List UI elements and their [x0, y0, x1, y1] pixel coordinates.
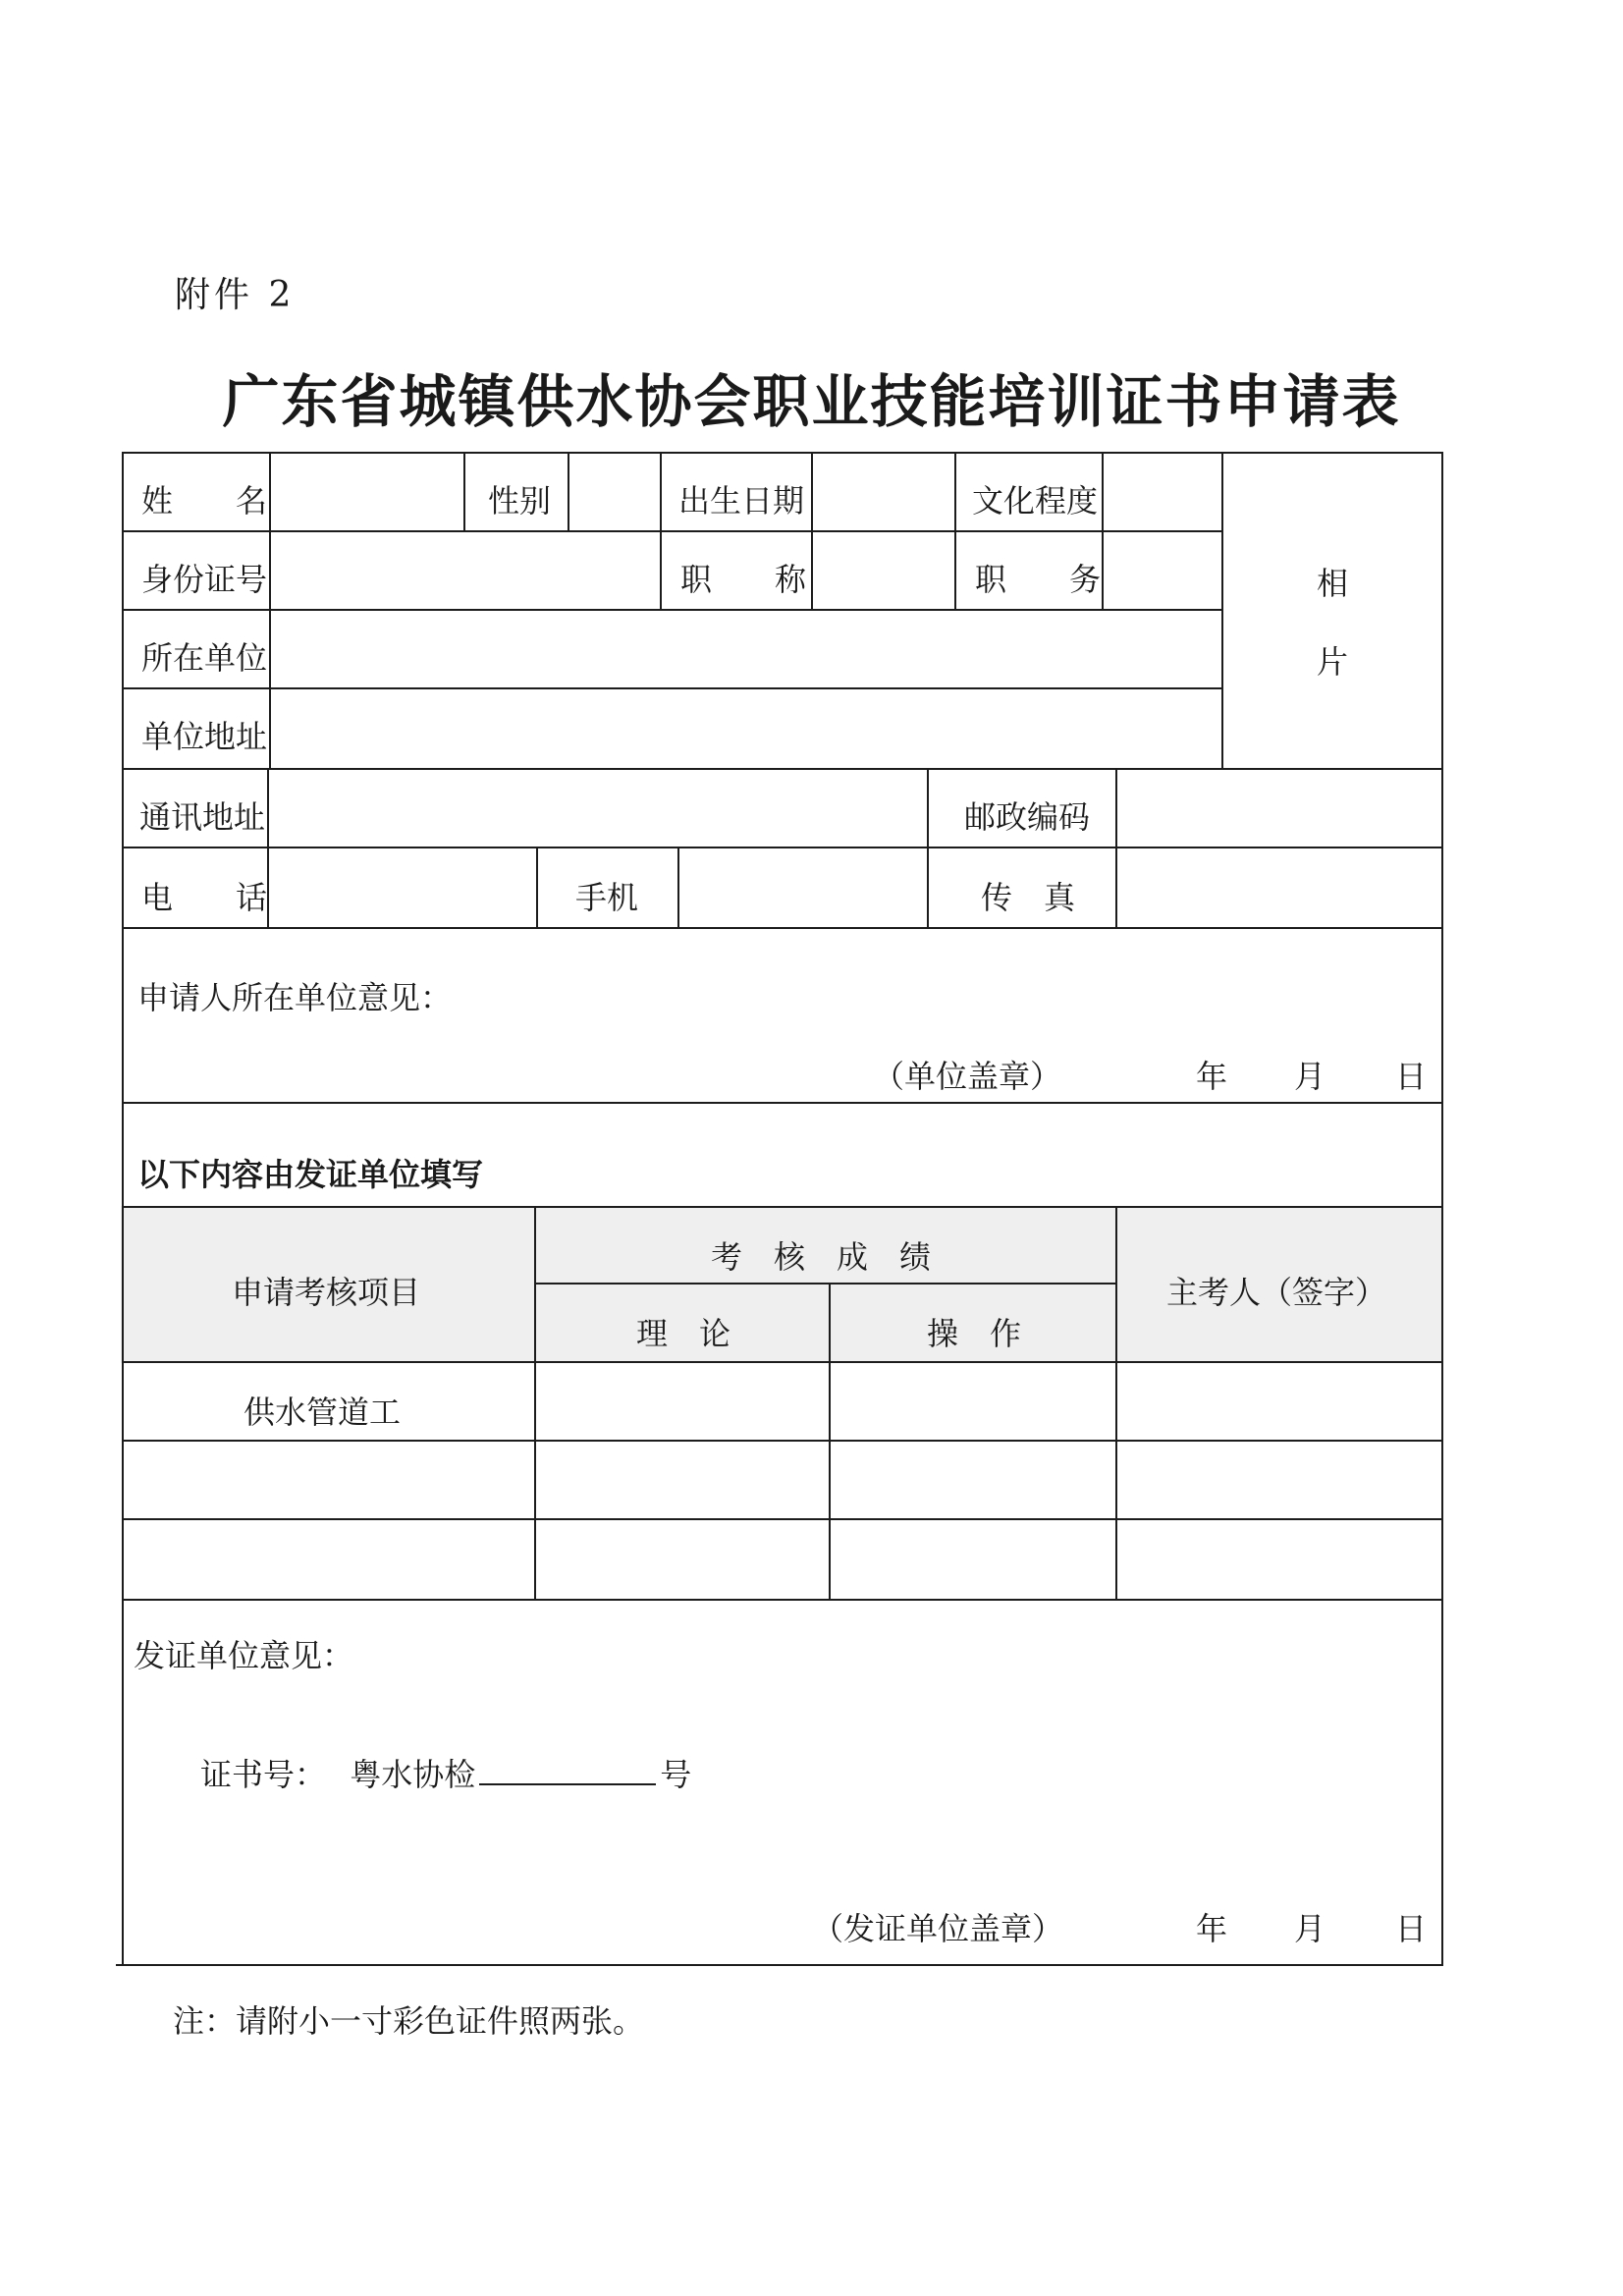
examiner-signature-cell[interactable]	[1117, 1520, 1441, 1599]
issuer-section-heading: 以下内容由发证单位填写	[137, 1156, 484, 1193]
org-address-label: 单位地址	[141, 718, 268, 755]
photo-label-bottom: 片	[1317, 643, 1349, 681]
organization-field[interactable]	[271, 611, 1221, 687]
education-label: 文化程度	[972, 482, 1099, 519]
job-title-label: 职 称	[680, 561, 807, 598]
job-title-field[interactable]	[813, 532, 954, 609]
examiner-signature-cell[interactable]	[1117, 1442, 1441, 1518]
certificate-prefix: 粤水协检	[350, 1756, 476, 1793]
issuer-seal-label: （发证单位盖章）	[812, 1910, 1064, 1947]
postcode-label: 邮政编码	[964, 798, 1091, 836]
organization-label: 所在单位	[141, 639, 268, 677]
birth-date-field[interactable]	[813, 454, 954, 530]
practice-score-header: 操 作	[927, 1315, 1022, 1352]
name-label: 姓 名	[141, 482, 268, 519]
mobile-label: 手机	[575, 879, 639, 916]
theory-score-cell[interactable]	[536, 1363, 829, 1440]
position-label: 职 务	[975, 561, 1102, 598]
exam-item-cell[interactable]	[124, 1442, 534, 1518]
exam-item-cell[interactable]	[124, 1520, 534, 1599]
exam-score-header: 考 核 成 绩	[711, 1238, 932, 1276]
certificate-number-label: 证书号：	[200, 1756, 327, 1793]
issuer-month-label: 月	[1294, 1910, 1326, 1947]
footer-note: 注：请附小一寸彩色证件照两张。	[173, 2002, 645, 2040]
gender-field[interactable]	[569, 454, 660, 530]
org-opinion-field[interactable]	[124, 929, 1441, 1102]
org-opinion-label: 申请人所在单位意见：	[137, 979, 453, 1016]
form-title: 广东省城镇供水协会职业技能培训证书申请表	[222, 368, 1401, 435]
name-field[interactable]	[271, 454, 463, 530]
mail-address-label: 通讯地址	[139, 798, 266, 836]
practice-score-cell[interactable]	[831, 1442, 1115, 1518]
education-field[interactable]	[1104, 454, 1221, 530]
id-number-field[interactable]	[271, 532, 660, 609]
issuer-year-label: 年	[1196, 1910, 1228, 1947]
exam-item-header: 申请考核项目	[232, 1274, 421, 1311]
gender-label: 性别	[488, 482, 552, 519]
theory-score-header: 理 论	[636, 1315, 731, 1352]
photo-label-top: 相	[1317, 565, 1349, 602]
org-seal-label: （单位盖章）	[873, 1058, 1062, 1095]
exam-item-cell: 供水管道工	[243, 1394, 402, 1431]
certificate-number-blank[interactable]	[479, 1758, 656, 1785]
photo-box[interactable]	[1223, 454, 1441, 768]
practice-score-cell[interactable]	[831, 1363, 1115, 1440]
attachment-label: 附件 2	[175, 275, 296, 315]
examiner-signature-header: 主考人（签字）	[1166, 1274, 1387, 1311]
org-day-label: 日	[1395, 1058, 1428, 1095]
theory-score-cell[interactable]	[536, 1520, 829, 1599]
issuer-opinion-label: 发证单位意见：	[134, 1637, 354, 1674]
practice-score-cell[interactable]	[831, 1520, 1115, 1599]
id-number-label: 身份证号	[141, 561, 268, 598]
org-address-field[interactable]	[271, 689, 1221, 768]
fax-field[interactable]	[1117, 848, 1441, 927]
certificate-number-row	[200, 1756, 692, 1793]
fax-label: 传 真	[981, 879, 1076, 916]
theory-score-cell[interactable]	[536, 1442, 829, 1518]
postcode-field[interactable]	[1117, 770, 1441, 847]
position-field[interactable]	[1104, 532, 1221, 609]
certificate-suffix: 号	[660, 1756, 692, 1793]
mobile-field[interactable]	[679, 848, 927, 927]
birth-date-label: 出生日期	[678, 482, 805, 519]
issuer-day-label: 日	[1395, 1910, 1428, 1947]
phone-label: 电 话	[141, 879, 268, 916]
mail-address-field[interactable]	[269, 770, 927, 847]
org-month-label: 月	[1294, 1058, 1326, 1095]
org-year-label: 年	[1196, 1058, 1228, 1095]
examiner-signature-cell[interactable]	[1117, 1363, 1441, 1440]
phone-field[interactable]	[269, 848, 536, 927]
